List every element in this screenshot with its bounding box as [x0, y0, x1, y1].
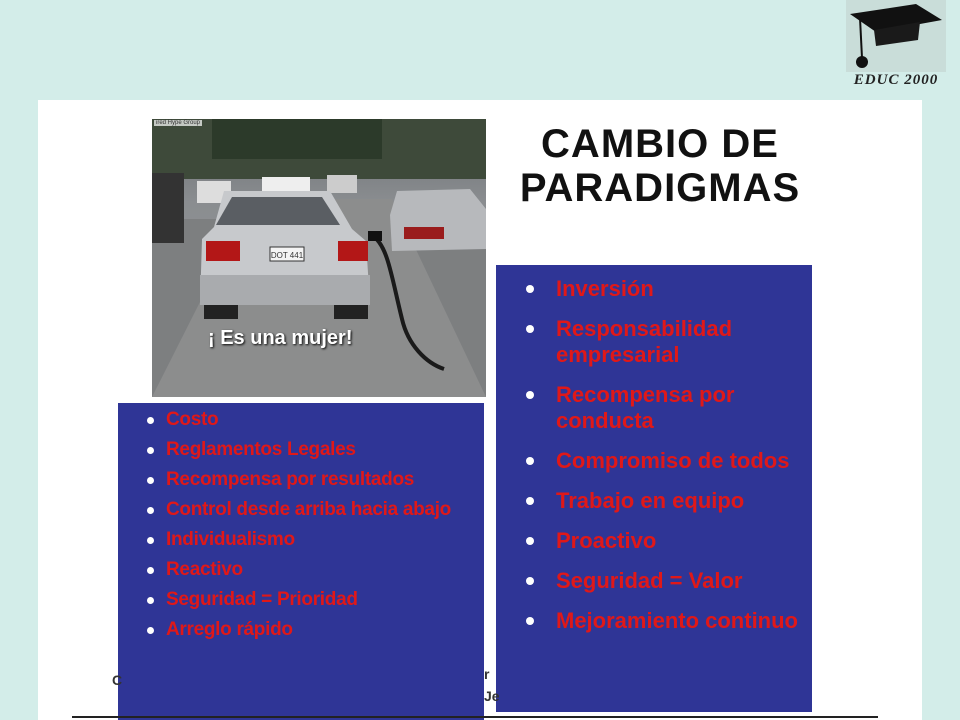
title-line-1: CAMBIO DE	[541, 122, 779, 166]
license-plate: DOT 441	[270, 251, 304, 260]
title-line-2: PARADIGMAS	[519, 166, 801, 210]
list-item: Costo	[166, 410, 476, 430]
list-item: Arreglo rápido	[166, 620, 476, 640]
list-item: Recompensa por conducta	[556, 382, 806, 434]
stray-text-mid: r	[484, 666, 490, 682]
list-item: Trabajo en equipo	[556, 488, 806, 514]
list-item: Reactivo	[166, 560, 476, 580]
stray-text-left: C	[112, 672, 123, 688]
list-item: Individualismo	[166, 530, 476, 550]
list-item: Compromiso de todos	[556, 448, 806, 474]
list-item: Mejoramiento continuo	[556, 608, 806, 634]
photo-credit: ired Hype Group	[156, 120, 201, 126]
divider-line	[72, 716, 878, 718]
list-item: Responsabilidad empresarial	[556, 316, 806, 368]
stray-text-mid-2: Je	[484, 688, 500, 704]
old-paradigm-panel	[118, 403, 484, 720]
graduation-cap-icon	[846, 0, 946, 72]
list-item: Reglamentos Legales	[166, 440, 476, 460]
logo-text: EDUC 2000	[853, 72, 939, 88]
new-paradigm-panel	[496, 265, 812, 712]
car-photo	[152, 119, 486, 397]
old-paradigm-list	[166, 410, 476, 640]
car-photo-illustration	[152, 119, 486, 397]
educ-logo	[846, 0, 946, 96]
list-item: Recompensa por resultados	[166, 470, 476, 490]
list-item: Proactivo	[556, 528, 806, 554]
new-paradigm-list	[556, 276, 806, 634]
photo-caption: ¡ Es una mujer!	[208, 327, 353, 349]
list-item: Seguridad = Prioridad	[166, 590, 476, 610]
list-item: Inversión	[556, 276, 806, 302]
list-item: Control desde arriba hacia abajo	[166, 500, 476, 520]
list-item: Seguridad = Valor	[556, 568, 806, 594]
slide-title	[495, 122, 825, 210]
